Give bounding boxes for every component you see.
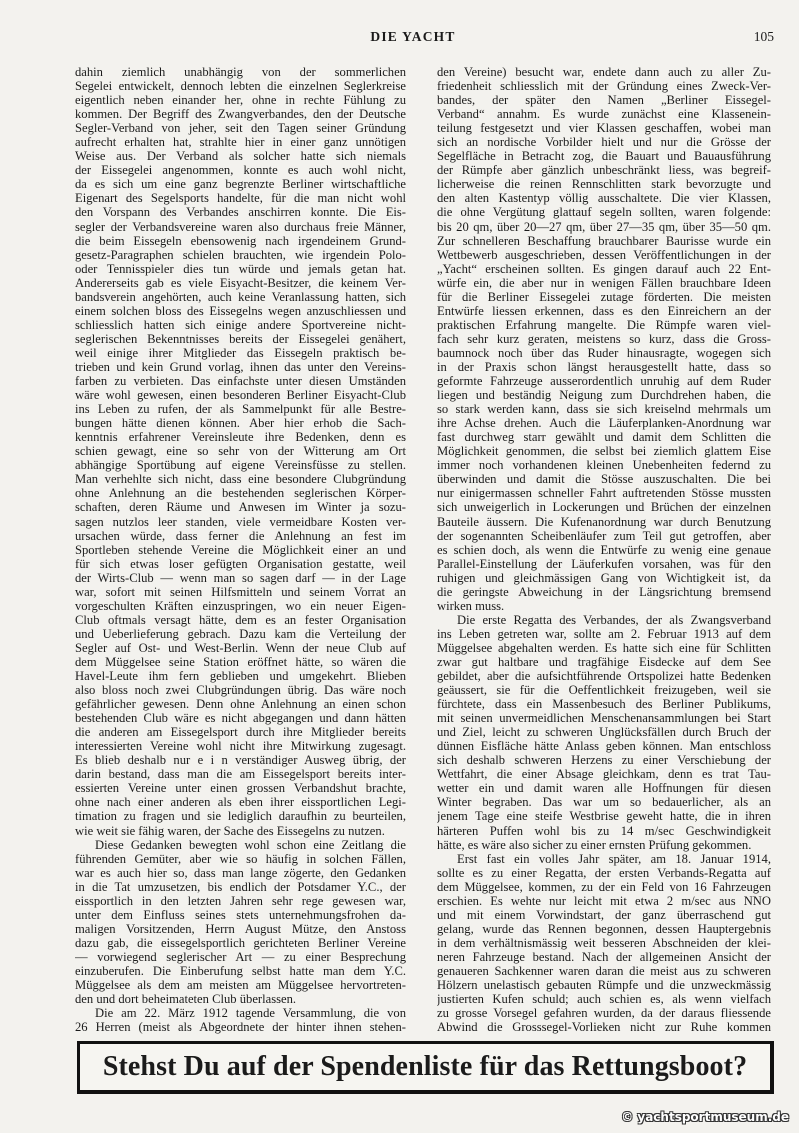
text-line: wäre wohl gewesen, einen besonderen Berliner Eisyacht-Club — [75, 388, 406, 403]
text-line: fach sehr kurz geraten, meistens so kurz, dass die Gross- — [437, 331, 771, 346]
text-line: Entwürfe liessen erkennen, dass es den Einreichern an der — [437, 303, 771, 318]
text-line: Eigenart des Segelsports handelte, für die man nicht wohl — [75, 191, 406, 206]
text-line: Wettfahrt, die einer Absage gleichkam, denn es trat Tau- — [437, 767, 771, 782]
text-line: schaften, deren Räume und Anwesen im Winter ja sozu- — [75, 500, 406, 515]
text-line: in dem verhältnismässig weit besseren Abschneiden der klei- — [437, 935, 771, 950]
text-line: Segler auf Ost- und West-Berlin. Wenn der neue Club auf — [75, 640, 406, 655]
text-line: Die am 22. März 1912 tagende Versammlung, die von — [95, 1006, 406, 1021]
text-line: „Yacht“ erscheinen sollten. Es gingen darauf auch 22 Ent- — [437, 261, 771, 276]
watermark: © yachtsportmuseum.de — [621, 1110, 789, 1124]
text-line: Diese Gedanken bewegten wohl schon eine Zeitlang die — [95, 837, 406, 852]
text-line: genaueren Sachkenner waren daran die meist aus zu schweren — [437, 964, 771, 978]
paragraph — [437, 852, 771, 1035]
text-line: und Ueberlieferung gebrach. Dazu kam die Verteilung der — [75, 626, 406, 641]
text-line: mit seinen unvermeidlichen Menschenansammlungen bei Start — [437, 711, 771, 726]
text-line: liegen und beständig Neigung zum Durchdrehen haben, die — [437, 388, 771, 403]
text-line: führenden Gemüter, aber wie so häufig in solchen Fällen, — [75, 851, 406, 866]
text-line: interessierten Vereine wohl nicht ihre Mitwirkung zugesagt. — [75, 739, 406, 754]
text-line: schliesslich hatten sich einige andere Sportvereine nicht- — [75, 317, 406, 332]
text-line: baumnock noch über das Ruder hinausragte, wogegen sich — [437, 345, 771, 360]
text-line: in der Praxis schon längst herausgestellt hatte, dass so — [437, 359, 771, 374]
text-line: Erst fast ein volles Jahr später, am 18. Januar 1914, — [457, 851, 771, 866]
page-number: 105 — [753, 29, 774, 44]
text-line: die beim Eissegeln ebensowenig nach irgendeinem Grund- — [75, 233, 406, 248]
text-line: licherweise die reinen Rennschlitten stark bevorzugte und — [437, 177, 771, 192]
text-line: fürchtete, dass ein Massenbesuch des Berliner Publikums, — [437, 697, 771, 712]
text-line: Club oftmals versagt hätte, dem es an fester Organisation — [75, 612, 406, 627]
text-line: zu grosse Vorsegel gefahren wurden, da der daraus fliessende — [437, 1006, 771, 1021]
text-line: und mit einem Vorwindstart, der ganz überraschend gut — [437, 907, 771, 922]
text-line: bandsverein angehörten, auch keine Veranlassung hatten, sich — [75, 289, 406, 304]
text-line: ins Leben zu rufen, der als Sammelpunkt für alle Bestre- — [75, 402, 406, 417]
banner-text: Stehst Du auf der Spendenliste für das Rettungsboot? — [102, 1051, 748, 1082]
text-line: Weise aus. Der Verband als solcher hatte sich niemals — [75, 149, 406, 164]
text-line: Segelfläche in Betracht zog, die Bauart und Bauausführung — [437, 149, 771, 164]
text-line: erschien. Es wehte nur leicht mit etwa 2 m/sec aus NNO — [437, 893, 771, 908]
text-line: würfe ein, die aber nur in wenigen Fällen brauchbare Ideen — [437, 275, 771, 290]
text-line: fast durchweg starr gewählt und damit dem Schlitten die — [437, 430, 771, 445]
text-line: wetter ein und damit waren alle Hoffnungen für diesen — [437, 781, 771, 796]
text-line: kommen. Der Begriff des Zwangverbandes, den der Deutsche — [75, 107, 406, 122]
text-column-left — [75, 65, 406, 1034]
text-line: dahin ziemlich unabhängig von der sommerlichen — [75, 65, 406, 79]
text-line: einzuberufen. Die Einberufung selbst hatte man dem Y.C. — [75, 964, 406, 978]
text-line: friedenheit schliesslich mit der Gründung eines Zweck-Ver- — [437, 79, 771, 94]
text-line: essierten Vereine unter einen grossen Verbandshut brachte, — [75, 781, 406, 796]
text-line: Es blieb deshalb nur e i n verständiger Ausweg übrig, der — [75, 753, 406, 768]
text-line: gebildet, aber die aufsichtführende Ortspolizei hatte Bedenken — [437, 669, 771, 684]
text-line: zwar gut haltbare und tragfähige Eisdecke auf dem See — [437, 654, 771, 669]
text-line: den und dort beheimateten Club überlassen. — [75, 992, 297, 1007]
text-line: ruhigen und gleichmässigen Gang von Wichtigkeit ist, da — [437, 570, 771, 585]
text-line: Wettbewerb ausgeschrieben, dessen Veröffentlichungen in der — [437, 247, 771, 262]
text-line: dem Müggelsee, kommen, zu der ein Feld von 16 Fahrzeugen — [437, 879, 771, 894]
text-line: sich an nordische Vorbilder hielt und nur die Grösse der — [437, 135, 771, 150]
text-line: weil einige ihrer Mitglieder das Eissegeln praktisch be- — [75, 345, 406, 360]
text-line: in die Tat umzusetzen, bis endlich der Potsdamer Y.C., der — [75, 879, 406, 894]
text-line: der Wirts-Club — wenn man so sagen darf — in der Lage — [75, 570, 406, 585]
text-line: den Vorspann des Verbandes anschirren konnte. Die Eis- — [75, 205, 406, 220]
text-line: sollte es zu einer Regatta, der ersten Verbands-Regatta auf — [437, 865, 771, 880]
text-line: gefährlicher gewesen. Denn ohne Anlehnung an einen schon — [75, 697, 406, 712]
text-line: trieben und kein Grund vorlag, ihnen das unter den Vereins- — [75, 359, 406, 374]
text-line: 26 Herren (meist als Abgeordnete der hinter ihnen stehen- — [75, 1020, 406, 1035]
text-line: Andererseits gab es viele Eisyacht-Besitzer, die keinem Ver- — [75, 275, 406, 290]
text-line: eissportlich in den letzten Jahren sehr rege gewesen war, — [75, 893, 406, 908]
text-line: den alten Kastentyp völlig ausschaltete. Die vier Klassen, — [437, 191, 771, 206]
paragraph — [75, 838, 406, 1007]
text-line: der Eissegelei angenommen, konnte es auch wohl nicht, — [75, 163, 406, 178]
text-line: geäussert, sie für die Oeffentlichkeit freizugeben, weil sie — [437, 683, 771, 698]
text-line: einem solchen bloss des Eissegelns wegen anzuschliessen und — [75, 303, 406, 318]
text-line: kenntnis erfahrener Vereinsleute ihre Bedenken, denn es — [75, 430, 406, 445]
text-line: sich unweigerlich in Lockerungen und Brüchen der einzelnen — [437, 500, 771, 515]
text-line: dünnen Eisfläche hätte Anlass geben können. Man entschloss — [437, 739, 771, 754]
text-line: sich deshalb schweren Herzens zu einer Verschiebung der — [437, 753, 771, 768]
text-line: die anderen am Eissegelsport durch ihre Mitglieder bereits — [75, 725, 406, 740]
text-line: dem Müggelsee seine Station eröffnet hätte, so wären die — [75, 654, 406, 669]
text-line: ohne Anlehnung an die bestehenden seglerischen Körper- — [75, 486, 406, 501]
text-line: oder Tennisspieler dies tun würde und jemals getan hat. — [75, 261, 406, 276]
text-line: überwinden und damit die Stösse auszuschalten. Die bei — [437, 472, 771, 487]
text-line: bis 20 qm, über 20—27 qm, über 27—35 qm, über 35—50 qm. — [437, 219, 771, 234]
text-line: Sportleben stehende Vereine die Möglichkeit einer an und — [75, 542, 406, 557]
text-line: Segler-Verband von jeher, seit den Tagen seiner Gründung — [75, 121, 406, 136]
text-line: Müggelsee abgehalten werden. Es hatte sich eine für Schlitten — [437, 640, 771, 655]
text-line: nur einigermassen schneller Fahrt auftretenden Stösse mussten — [437, 486, 771, 501]
text-line: schien gewagt, eine so sehr von der Witterung am Ort — [75, 444, 406, 459]
text-line: Verband“ annahm. Es wurde zunächst eine Klassenein- — [437, 107, 771, 122]
text-line: härteren Puffen wohl bis zu 14 m/sec Geschwindigkeit — [437, 823, 771, 838]
text-line: eigentlich neben einander her, ohne in rechte Fühlung zu — [75, 93, 406, 108]
text-line: — vorwiegend seglerischer Art — zu einer Besprechung — [75, 949, 406, 964]
text-line: und Ziel, leicht zu schweren Unglücksfällen durch Bruch der — [437, 725, 771, 740]
text-line: der sogenannten Scheibenläufer zum Teil gut getroffen, aber — [437, 528, 771, 543]
running-header-title: DIE YACHT — [370, 29, 456, 44]
text-line: unter dem Einfluss seines stets unternehmungsfrohen da- — [75, 907, 406, 922]
text-line: war, sofort mit seinen Hilfsmitteln und seinem Vorrat an — [75, 584, 406, 599]
paragraph — [437, 613, 771, 852]
paragraph — [75, 65, 406, 838]
text-line: teilung festgesetzt und vier Klassen geschaffen, wobei man — [437, 121, 771, 136]
text-line: dazu gab, die eissegelsportlich gerichteten Berliner Vereine — [75, 935, 406, 950]
text-line: Die erste Regatta des Verbandes, der als Zwangsverband — [457, 612, 771, 627]
text-line: ins Leben getreten war, sollte am 2. Februar 1913 auf dem — [437, 626, 771, 641]
text-line: immer noch vorhandenen kleinen Unebenheiten federnd zu — [437, 458, 771, 473]
text-line: sagen nutzlos leer standen, viele vermeidbare Kosten ver- — [75, 514, 406, 529]
text-line: ihre Achse drehen. Auch die Läuferplanken-Anordnung war — [437, 416, 771, 431]
text-line: jenem Tage eine steife Westbrise geweht hatte, die in ihren — [437, 809, 771, 824]
advertisement-banner — [77, 1041, 774, 1094]
text-line: gesetz-Paragraphen schielen brauchten, wie irgendein Polo- — [75, 247, 406, 262]
text-line: den Vereine) besucht war, endete dann auch zu aller Zu- — [437, 65, 771, 79]
text-line: ohne nach einer anderen als eben ihrer eissportlichen Legi- — [75, 795, 406, 810]
text-line: seglerischen Bekenntnisses bereits der Eissegelei genähert, — [75, 331, 406, 346]
text-column-right — [437, 65, 771, 1034]
text-line: für die Berliner Eissegelei zutage förderten. Die meisten — [437, 289, 771, 304]
text-line: neren Fahrzeuge bestand. Nach der allgemeinen Ansicht der — [437, 949, 771, 964]
text-line: hätte, es wäre also sicher zu einer ernsten Prüfung gekommen. — [437, 837, 752, 852]
text-line: aufrecht erhalten hat, strahlte hier in einer ganz unnötigen — [75, 135, 406, 150]
text-line: segler der Verbandsvereine waren also durchaus freie Männer, — [75, 219, 406, 234]
text-line: justierten Kufen schuld; auch schien es, als wenn vielfach — [437, 992, 771, 1007]
text-line: wirken muss. — [437, 598, 505, 613]
text-line: ursachen würde, dass ferner die Anlehnung an fest im — [75, 528, 406, 543]
text-line: bungen hätte dienen können. Aber hier erhob die Sach- — [75, 416, 406, 431]
text-line: Möglichkeit genommen, die selbst bei ziemlich glattem Eise — [437, 444, 771, 459]
text-line: für sich etwas loser gefügten Organisation gestatte, weil — [75, 556, 406, 571]
text-line: darin bestand, dass man die am Eissegelsport bereits inter- — [75, 767, 406, 782]
text-line: Zur schnelleren Beschaffung brauchbarer Baurisse wurde ein — [437, 233, 771, 248]
text-line: der Rümpfe aber gänzlich unbeschränkt liess, was begreif- — [437, 163, 771, 178]
text-line: wie weit sie fähig waren, der Sache des Eissegelns zu nutzen. — [75, 823, 385, 838]
text-line: geformte Fahrzeuge ausserordentlich unruhig auf dem Ruder — [437, 374, 771, 389]
text-line: Bauteile äussern. Die Kufenanordnung war durch Benutzung — [437, 514, 771, 529]
paragraph — [75, 1006, 406, 1034]
text-line: Segelei entwickelt, dennoch lebten die einzelnen Seglerkreise — [75, 79, 406, 94]
text-line: vorgeschulten Kräften einzuspringen, wo ein neuer Eigen- — [75, 598, 406, 613]
text-line: die ohne Vergütung glattauf segeln sollten, waren folgende: — [437, 205, 771, 220]
text-line: bandes, der später den Namen „Berliner Eissegel- — [437, 93, 771, 108]
paragraph — [437, 65, 771, 613]
text-line: Abwind die Grosssegel-Vorlieken nicht zur Ruhe kommen — [437, 1020, 771, 1035]
text-line: Winter begraben. Das war um so bedauerlicher, als an — [437, 795, 771, 810]
text-line: Parallel-Einstellung der Läuferkufen vorsahen, was für den — [437, 556, 771, 571]
text-line: da es sich um eine ganz begrenzte Berliner wirtschaftliche — [75, 177, 406, 192]
text-line: praktischen Erfahrung mangelte. Die Rümpfe waren viel- — [437, 317, 771, 332]
text-line: war es auch hier so, dass man lange zögerte, den Gedanken — [75, 865, 406, 880]
text-line: Müggelsee als dem am meisten am Müggelsee hervortreten- — [75, 978, 406, 993]
text-line: farben zu verbieten. Das einfachste unter diesen Umständen — [75, 374, 406, 389]
text-line: so stark werden kann, dass sie sich kreiselnd mehrmals um — [437, 402, 771, 417]
text-line: es schien doch, als wenn die Entwürfe zu wenig eine genaue — [437, 542, 771, 557]
text-line: die geringste Abweichung in der Längsrichtung bremsend — [437, 584, 771, 599]
text-line: timation zu fragen und sie lediglich daraufhin zu beurteilen, — [75, 809, 406, 824]
text-line: gelang, wurde das Rennen begonnen, dessen Hauptergebnis — [437, 921, 771, 936]
text-line: abhängige Sportübung auf eigene Vereinsfüsse zu stellen. — [75, 458, 406, 473]
text-line: Havel-Leute ihm fern geblieben und umgekehrt. Blieben — [75, 669, 406, 684]
text-line: bestehenden Club wäre es nicht abgegangen und dann hätten — [75, 711, 406, 726]
text-line: maligen Vorsitzenden, Herrn August Mütze, den Anstoss — [75, 921, 406, 936]
text-line: Man verhehlte sich nicht, dass eine besondere Clubgründung — [75, 472, 406, 487]
text-line: Hölzern unelastisch gebauten Rümpfe und die unzweckmässig — [437, 978, 771, 993]
text-line: also bloss noch zwei Clubgründungen übrig. Das wäre noch — [75, 683, 406, 698]
